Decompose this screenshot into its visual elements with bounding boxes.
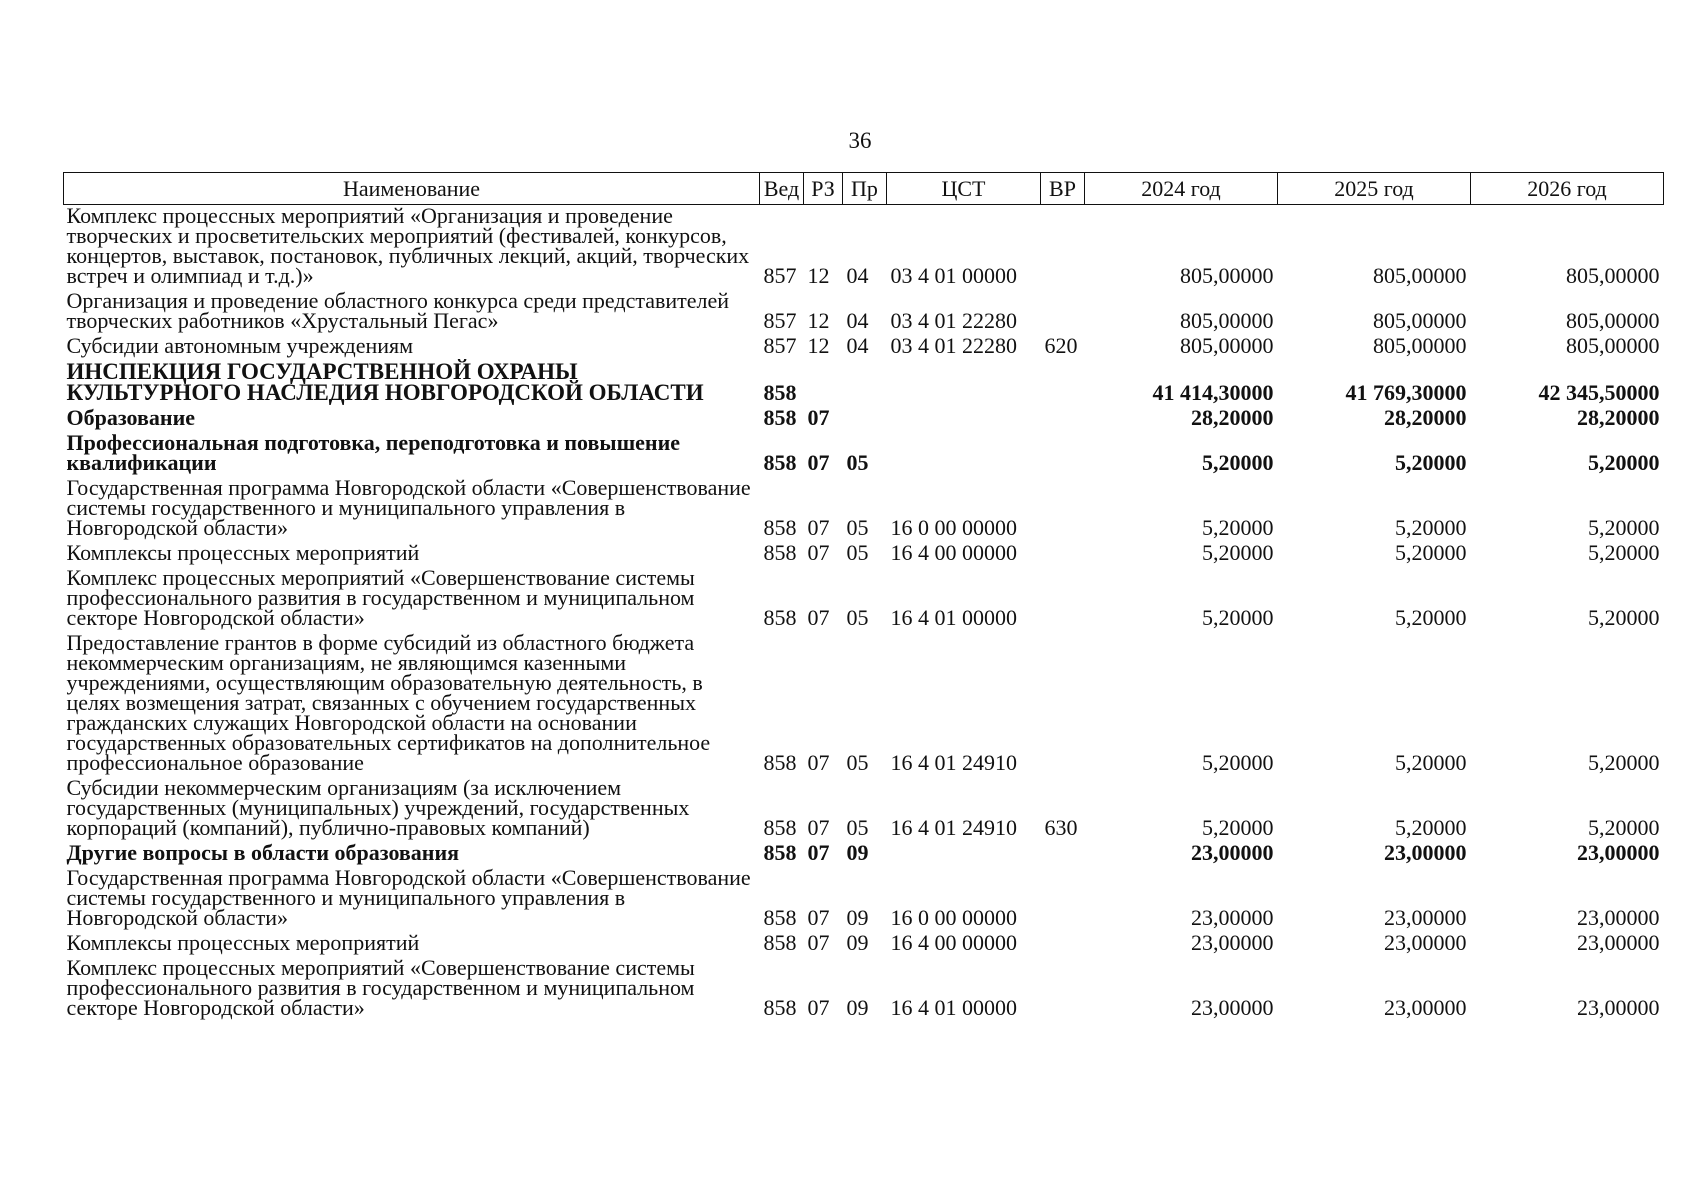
row-ved: 858 [763,515,797,540]
row-2024: 5,20000 [1202,540,1274,565]
row-name: Субсидии некоммерческим организациям (за исключением государственных (муниципальных) учреждений, государственных корпораций (компаний), публично-правовых компаний) [66,775,690,840]
row-cst: 16 4 01 24910 [890,750,1017,775]
table-row [64,867,1664,932]
row-vr [1041,567,1085,632]
row-rz: 07 [807,450,830,475]
row-cst: 16 4 01 00000 [890,995,1017,1020]
row-pr: 09 [846,840,869,865]
row-name: Комплексы процессных мероприятий [66,540,420,565]
row-vr [1041,932,1085,957]
row-pr: 05 [846,515,869,540]
row-ved: 858 [763,930,797,955]
row-rz: 07 [807,995,830,1020]
row-cst [887,842,1041,867]
table-row [64,542,1664,567]
table-row [64,477,1664,542]
table-row [64,932,1664,957]
row-2024: 5,20000 [1202,605,1274,630]
row-2024: 5,20000 [1202,515,1274,540]
row-2026: 23,00000 [1577,930,1660,955]
table-row [64,205,1664,291]
row-vr [1041,842,1085,867]
row-name: Другие вопросы в области образования [66,840,460,865]
row-ved: 857 [763,308,797,333]
row-cst: 16 4 01 24910 [890,815,1017,840]
row-vr [1041,432,1085,477]
row-2026: 5,20000 [1588,815,1660,840]
row-ved: 858 [763,605,797,630]
row-rz: 07 [807,930,830,955]
row-2026: 5,20000 [1588,450,1660,475]
row-pr: 05 [846,815,869,840]
row-vr [1041,205,1085,291]
row-2026: 805,00000 [1566,263,1660,288]
row-2024: 805,00000 [1180,308,1274,333]
header-2026: 2026 год [1471,173,1664,205]
row-rz: 07 [807,515,830,540]
page-number: 36 [848,128,872,153]
table-row [64,632,1664,777]
row-rz: 12 [807,263,830,288]
row-2025: 23,00000 [1384,995,1467,1020]
row-vr [1041,632,1085,777]
row-ved: 858 [763,995,797,1020]
row-2025: 805,00000 [1373,308,1467,333]
row-2025: 5,20000 [1395,605,1467,630]
row-cst: 16 4 00 00000 [890,930,1017,955]
row-pr: 05 [846,450,869,475]
row-ved: 858 [763,540,797,565]
table-row [64,335,1664,360]
row-cst [887,432,1041,477]
row-name: Комплекс процессных мероприятий «Совершенствование системы профессионального развития в государственном и муниципальном секторе Новгородской области» [66,565,695,630]
row-name: Комплекс процессных мероприятий «Организация и проведение творческих и просветительских мероприятий (фестивалей, конкурсов, концертов, выставок, постановок, публичных лекций, акций, творческих встреч и олимпиад и т.д.)» [66,203,750,288]
row-name: Комплексы процессных мероприятий [66,930,420,955]
row-vr: 620 [1044,333,1078,358]
table-row [64,777,1664,842]
row-2024: 5,20000 [1202,815,1274,840]
row-name: Предоставление грантов в форме субсидий из областного бюджета некоммерческим организациям, не являющимся казенными учреждениями, осуществляющим образовательную деятельность, в целях возмещения затрат, связанных с обучением государственных гражданских служащих Новгородской области на основании государственных образовательных сертификатов на дополнительное профессиональное образование [66,630,711,775]
row-vr [1041,477,1085,542]
table-row [64,407,1664,432]
row-rz: 07 [807,750,830,775]
row-2026: 42 345,50000 [1538,380,1660,405]
row-rz: 12 [807,333,830,358]
row-2024: 23,00000 [1191,930,1274,955]
header-ved: Вед [760,173,804,205]
row-2026: 5,20000 [1588,750,1660,775]
row-ved: 858 [763,450,797,475]
row-cst: 03 4 01 00000 [890,263,1017,288]
row-2025: 5,20000 [1395,450,1467,475]
row-2025: 23,00000 [1384,930,1467,955]
row-ved: 858 [763,815,797,840]
row-vr [1041,360,1085,407]
row-pr [843,407,887,432]
header-2024: 2024 год [1085,173,1278,205]
header-name: Наименование [64,173,760,205]
header-2025: 2025 год [1278,173,1471,205]
row-cst: 03 4 01 22280 [890,308,1017,333]
table-row [64,290,1664,335]
table-row [64,957,1664,1022]
row-2025: 5,20000 [1395,815,1467,840]
row-pr: 09 [846,905,869,930]
row-vr [1041,542,1085,567]
row-name: Государственная программа Новгородской области «Совершенствование системы государственного и муниципального управления в Новгородской области» [66,475,751,540]
row-2025: 805,00000 [1373,263,1467,288]
row-ved: 857 [763,263,797,288]
table-body [64,205,1664,1023]
row-ved: 858 [763,405,797,430]
row-vr [1041,290,1085,335]
header-rz: РЗ [804,173,843,205]
row-2026: 805,00000 [1566,308,1660,333]
row-2025: 805,00000 [1373,333,1467,358]
row-2024: 5,20000 [1202,750,1274,775]
row-cst [887,407,1041,432]
row-rz: 07 [807,815,830,840]
row-vr: 630 [1044,815,1078,840]
table-row [64,567,1664,632]
row-2024: 23,00000 [1191,840,1274,865]
row-2025: 5,20000 [1395,540,1467,565]
row-2026: 23,00000 [1577,840,1660,865]
header-vr: ВР [1041,173,1085,205]
row-ved: 858 [763,750,797,775]
row-name: Образование [66,405,196,430]
table-header [64,173,1664,205]
row-rz [804,360,843,407]
row-vr [1041,957,1085,1022]
row-2024: 23,00000 [1191,995,1274,1020]
row-cst [887,360,1041,407]
row-cst: 16 4 01 00000 [890,605,1017,630]
row-2024: 41 414,30000 [1152,380,1274,405]
row-cst: 16 0 00 00000 [890,905,1017,930]
row-cst: 16 4 00 00000 [890,540,1017,565]
header-row [64,173,1664,205]
row-2026: 5,20000 [1588,540,1660,565]
row-ved: 857 [763,333,797,358]
row-2025: 23,00000 [1384,905,1467,930]
row-name: Государственная программа Новгородской области «Совершенствование системы государственного и муниципального управления в Новгородской области» [66,865,751,930]
row-pr: 05 [846,605,869,630]
row-2024: 805,00000 [1180,333,1274,358]
row-name: Комплекс процессных мероприятий «Совершенствование системы профессионального развития в государственном и муниципальном секторе Новгородской области» [66,955,695,1020]
row-pr: 04 [846,333,869,358]
row-2024: 805,00000 [1180,263,1274,288]
row-rz: 07 [807,905,830,930]
row-pr: 04 [846,308,869,333]
row-pr [843,360,887,407]
row-2026: 28,20000 [1577,405,1660,430]
row-vr [1041,867,1085,932]
header-cst: ЦСТ [887,173,1041,205]
row-pr: 04 [846,263,869,288]
row-cst: 16 0 00 00000 [890,515,1017,540]
row-2025: 5,20000 [1395,750,1467,775]
row-ved: 858 [763,380,797,405]
row-cst: 03 4 01 22280 [890,333,1017,358]
row-name: Субсидии автономным учреждениям [66,333,414,358]
table-row [64,360,1664,407]
row-name: ИНСПЕКЦИЯ ГОСУДАРСТВЕННОЙ ОХРАНЫ КУЛЬТУРНОГО НАСЛЕДИЯ НОВГОРОДСКОЙ ОБЛАСТИ [66,359,704,405]
row-2026: 805,00000 [1566,333,1660,358]
row-pr: 05 [846,750,869,775]
row-2025: 41 769,30000 [1345,380,1467,405]
row-2024: 23,00000 [1191,905,1274,930]
row-rz: 07 [807,405,830,430]
budget-table [63,172,1664,1022]
table-row [64,432,1664,477]
row-rz: 07 [807,540,830,565]
row-rz: 07 [807,840,830,865]
row-ved: 858 [763,905,797,930]
row-2025: 28,20000 [1384,405,1467,430]
row-pr: 09 [846,930,869,955]
row-ved: 858 [763,840,797,865]
row-2024: 5,20000 [1202,450,1274,475]
row-2026: 23,00000 [1577,905,1660,930]
row-pr: 05 [846,540,869,565]
row-rz: 07 [807,605,830,630]
row-2025: 5,20000 [1395,515,1467,540]
row-2026: 5,20000 [1588,605,1660,630]
header-pr: Пр [843,173,887,205]
row-vr [1041,407,1085,432]
row-name: Профессиональная подготовка, переподготовка и повышение квалификации [66,430,681,475]
table-row [64,842,1664,867]
row-rz: 12 [807,308,830,333]
row-name: Организация и проведение областного конкурса среди представителей творческих работников «Хрустальный Пегас» [66,288,730,333]
row-2026: 23,00000 [1577,995,1660,1020]
row-2024: 28,20000 [1191,405,1274,430]
row-2026: 5,20000 [1588,515,1660,540]
row-2025: 23,00000 [1384,840,1467,865]
row-pr: 09 [846,995,869,1020]
